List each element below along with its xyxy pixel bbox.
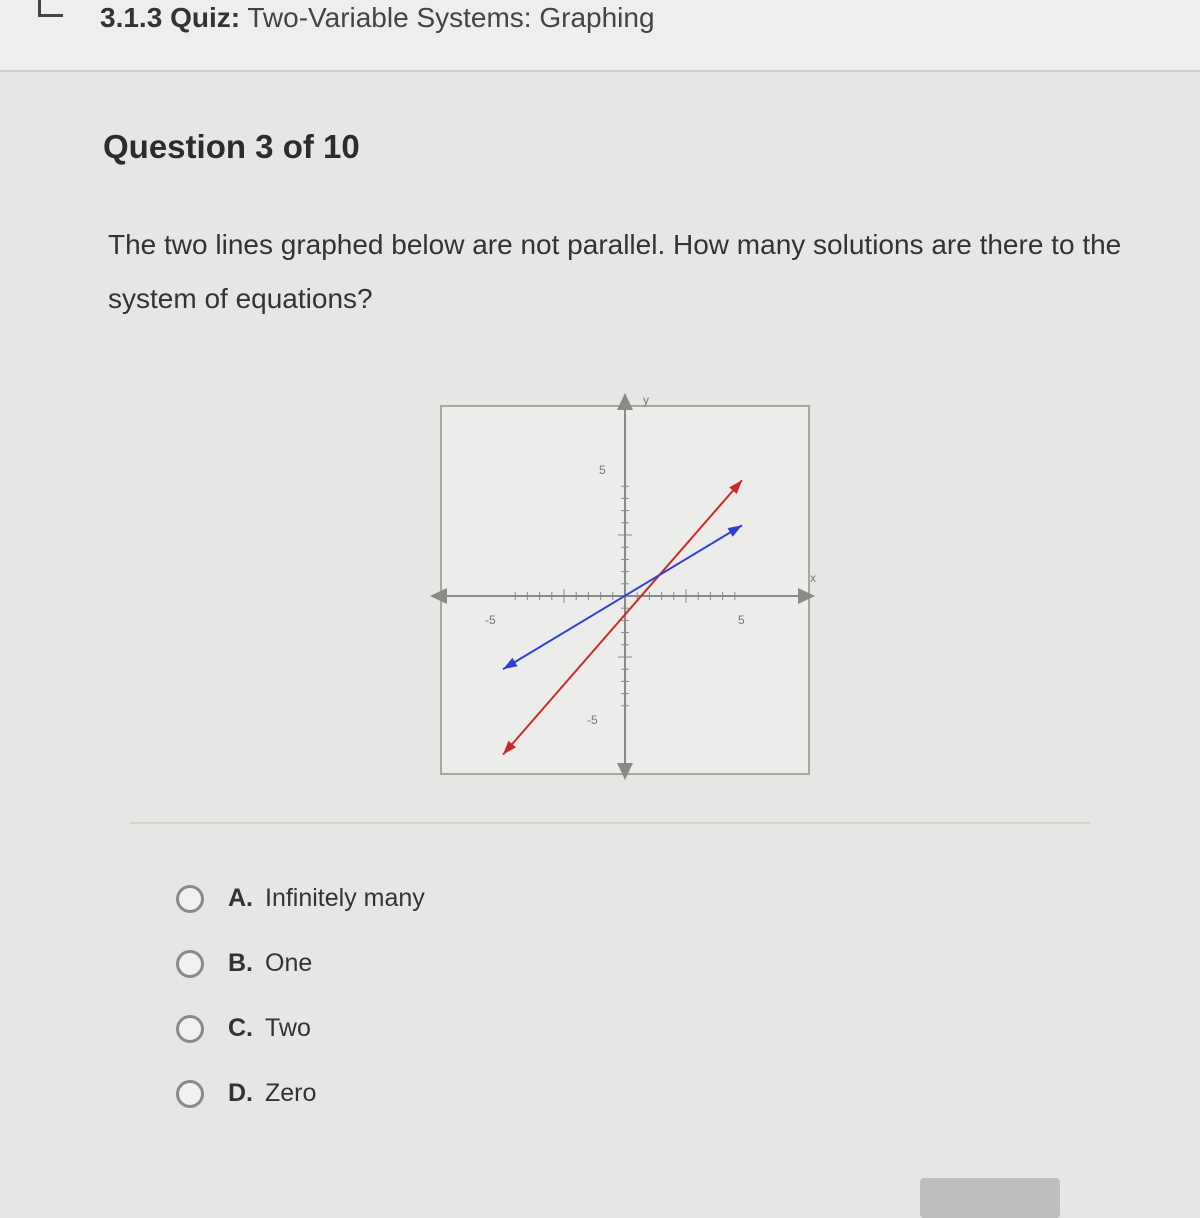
answer-choices [176,866,425,1126]
radio-button-d[interactable] [176,1080,204,1108]
radio-button-b[interactable] [176,950,204,978]
y-axis-label: y [643,393,649,407]
choice-a-text: Infinitely many [265,884,425,912]
choice-b[interactable] [176,931,425,996]
choice-d-text: Zero [265,1079,317,1107]
choice-a[interactable] [176,866,425,931]
question-number: Question 3 of 10 [103,128,360,165]
y-tick-label-5: 5 [599,463,606,477]
question-text: The two lines graphed below are not parallel. How many solutions are there to the system of equations? [108,229,1122,314]
quiz-code: 3.1.3 [100,2,163,33]
choice-c-letter: C. [228,1014,253,1042]
radio-button-a[interactable] [176,885,204,913]
y-axis-up-arrow [617,393,633,410]
x-tick-label-neg5: -5 [485,613,496,627]
choice-a-letter: A. [228,884,253,912]
back-bracket-icon[interactable] [38,0,63,17]
y-tick-label-neg5: -5 [587,713,598,727]
x-axis-label: x [810,571,816,585]
radio-button-c[interactable] [176,1015,204,1043]
choice-d[interactable] [176,1061,425,1126]
top-bar [0,0,1200,72]
divider [130,822,1090,824]
x-axis-left-arrow [430,588,447,604]
x-tick-label-5: 5 [738,613,745,627]
choice-b-text: One [265,949,313,977]
quiz-word: Quiz: [170,2,241,33]
quiz-name: Two-Variable Systems: Graphing [247,2,655,33]
choice-b-letter: B. [228,949,253,977]
next-button[interactable] [920,1178,1060,1218]
choice-c[interactable] [176,996,425,1061]
choice-d-letter: D. [228,1079,253,1107]
choice-c-text: Two [265,1014,311,1042]
coordinate-graph [425,388,820,783]
quiz-title [100,2,655,34]
